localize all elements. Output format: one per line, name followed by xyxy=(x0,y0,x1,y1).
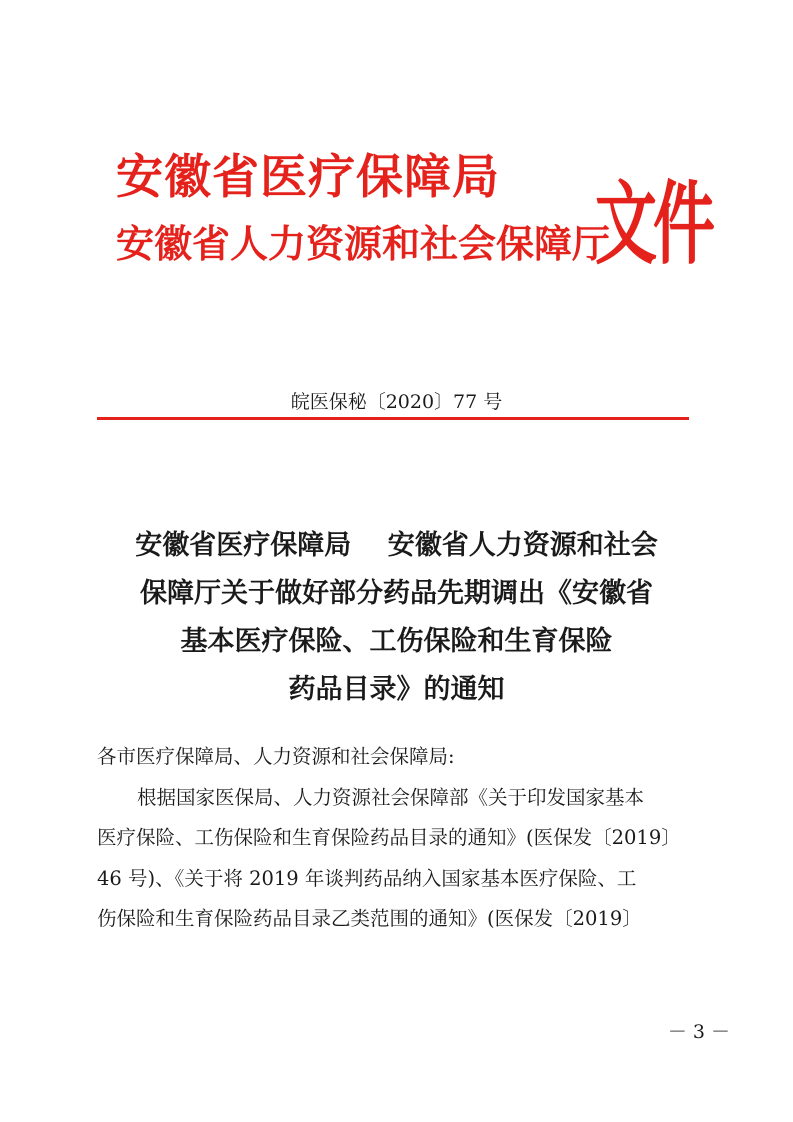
title-line: 安徽省医疗保障局 安徽省人力资源和社会 xyxy=(135,530,658,561)
red-divider-line xyxy=(97,417,689,420)
title-line: 药品目录》的通知 xyxy=(288,674,505,705)
issuing-org-1: 安徽省医疗保障局 xyxy=(116,150,500,205)
page-number: － 3 － xyxy=(667,1021,730,1043)
paragraph-line: 伤保险和生育保险药品目录乙类范围的通知》(医保发〔2019〕 xyxy=(97,907,642,930)
document-title xyxy=(0,522,793,714)
title-line: 保障厅关于做好部分药品先期调出《安徽省 xyxy=(140,578,653,609)
salutation: 各市医疗保障局、人力资源和社会保障局: xyxy=(97,745,455,768)
document-body xyxy=(97,737,697,940)
issuing-org-2: 安徽省人力资源和社会保障厅 xyxy=(116,222,611,266)
document-number: 皖医保秘〔2020〕77 号 xyxy=(290,391,503,413)
document-label: 文件 xyxy=(595,170,712,277)
paragraph-line: 医疗保险、工伤保险和生育保险药品目录的通知》(医保发〔2019〕 xyxy=(97,826,681,849)
title-line: 基本医疗保险、工伤保险和生育保险 xyxy=(180,626,613,657)
paragraph-line: 根据国家医保局、人力资源社会保障部《关于印发国家基本 xyxy=(137,785,645,809)
paragraph-line: 46 号)、《关于将 2019 年谈判药品纳入国家基本医疗保险、工 xyxy=(97,866,637,890)
document-letterhead xyxy=(0,0,793,300)
